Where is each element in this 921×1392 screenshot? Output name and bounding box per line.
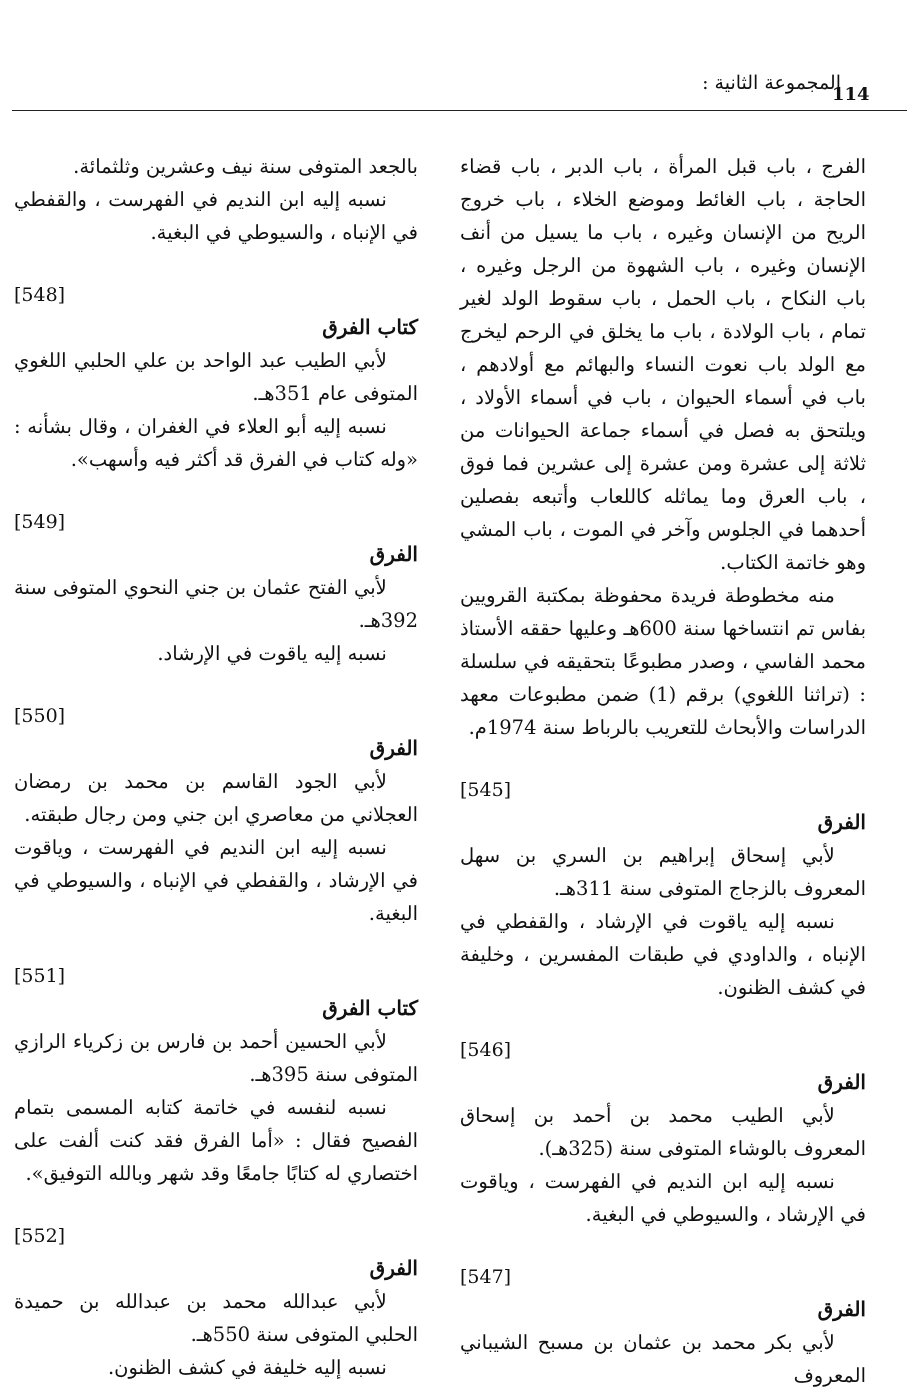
entry-title: كتاب الفرق <box>322 996 418 1020</box>
entry-546 <box>460 1034 866 1231</box>
entry-author: لأبي الحسين أحمد بن فارس بن زكرياء الرازي المتوفى سنة 395هـ. <box>14 1030 418 1086</box>
entry-title: الفرق <box>817 1297 866 1321</box>
entry-number: [550] <box>14 705 66 727</box>
entry-number: [545] <box>460 779 512 801</box>
entry-attribution: نسبه إليه ياقوت في الإرشاد ، والقفطي في الإنباه ، والداودي في طبقات المفسرين ، وخليفة في كشف الظنون. <box>460 910 866 999</box>
entry-author: لأبي الطيب عبد الواحد بن علي الحلبي اللغوي المتوفى عام 351هـ. <box>14 349 418 405</box>
manuscript-note: منه مخطوطة فريدة محفوظة بمكتبة القرويين بفاس تم انتساخها سنة 600هـ وعليها حققه الأستاذ محمد الفاسي ، وصدر مطبوعًا بتحقيقه في سلسلة : (تراثنا اللغوي) برقم (1) ضمن مطبوعات معهد الدراسات والأبحاث للتعريب بالرباط سنة 1974م. <box>460 584 866 739</box>
left-column <box>14 150 418 1384</box>
entry-547 <box>460 1261 866 1392</box>
entry-author: لأبي الفتح عثمان بن جني النحوي المتوفى سنة 392هـ. <box>14 576 418 632</box>
running-title: المجموعة الثانية : <box>702 72 841 94</box>
entry-548 <box>14 279 418 476</box>
entry-number: [548] <box>14 284 66 306</box>
entry-title: الفرق <box>369 1256 418 1280</box>
entry-author: لأبي الجود القاسم بن محمد بن رمضان العجلاني من معاصري ابن جني ومن رجال طبقته. <box>14 770 418 826</box>
entry-attribution: نسبه إليه ابن النديم في الفهرست ، وياقوت في الإرشاد ، والسيوطي في البغية. <box>460 1170 866 1226</box>
entry-551 <box>14 960 418 1190</box>
continuation-attribution: نسبه إليه ابن النديم في الفهرست ، والقفطي في الإنباه ، والسيوطي في البغية. <box>14 188 418 244</box>
entry-title: الفرق <box>817 1070 866 1094</box>
entry-title: الفرق <box>369 736 418 760</box>
header-rule <box>12 110 907 111</box>
entry-title: الفرق <box>817 810 866 834</box>
entry-545 <box>460 774 866 1004</box>
page-number: 114 <box>832 84 870 105</box>
entry-550 <box>14 700 418 930</box>
entry-author: لأبي الطيب محمد بن أحمد بن إسحاق المعروف بالوشاء المتوفى سنة (325هـ). <box>460 1104 866 1160</box>
entry-attribution: نسبه إليه ابن النديم في الفهرست ، وياقوت في الإرشاد ، والقفطي في الإنباه ، والسيوطي في البغية. <box>14 836 418 925</box>
entry-number: [547] <box>460 1266 512 1288</box>
continuation-text: الفرج ، باب قبل المرأة ، باب الدبر ، باب قضاء الحاجة ، باب الغائط وموضع الخلاء ، باب خروج الريح من الإنسان وغيره ، باب ما يسيل من أنف الإنسان وغيره ، باب الشهوة من الرجل وغيره ، باب النكاح ، باب الحمل ، باب سقوط الولد لغير تمام ، باب الولادة ، باب ما يخلق في الرحم ليخرج مع الولد باب نعوت النساء والبهائم مع أولادهم ، باب في أسماء الحيوان ، باب في أسماء الأولاد ، ويلتحق به فصل في أسماء جماعة الحيوانات من ثلاثة إلى عشرة ومن عشرة إلى عشرين فما فوق ، باب العرق وما يماثله كاللعاب وأتبعه بفصلين أحدهما في الجلوس وآخر في الموت ، باب المشي وهو خاتمة الكتاب. <box>460 155 866 574</box>
entry-attribution: نسبه إليه ياقوت في الإرشاد. <box>157 642 387 665</box>
entry-number: [546] <box>460 1039 512 1061</box>
entry-author: لأبي بكر محمد بن عثمان بن مسبح الشيباني المعروف <box>460 1331 866 1387</box>
entry-number: [551] <box>14 965 66 987</box>
entry-attribution: نسبه إليه أبو العلاء في الغفران ، وقال بشأنه : «وله كتاب في الفرق قد أكثر فيه وأسهب». <box>14 415 418 471</box>
entry-number: [549] <box>14 511 66 533</box>
entry-attribution: نسبه لنفسه في خاتمة كتابه المسمى بتمام الفصيح فقال : «أما الفرق فقد كنت ألفت على اختصاري له كتابًا جامعًا وقد شهر وبالله التوفيق». <box>14 1096 418 1185</box>
entry-attribution: نسبه إليه خليفة في كشف الظنون. <box>107 1356 387 1379</box>
entry-author: لأبي عبدالله محمد بن عبدالله بن حميدة الحلبي المتوفى سنة 550هـ. <box>14 1290 418 1346</box>
right-column <box>460 150 866 1392</box>
continuation-text: بالجعد المتوفى سنة نيف وعشرين وثلثمائة. <box>73 155 418 178</box>
entry-549 <box>14 506 418 670</box>
entry-title: الفرق <box>369 542 418 566</box>
entry-author: لأبي إسحاق إبراهيم بن السري بن سهل المعروف بالزجاج المتوفى سنة 311هـ. <box>460 844 866 900</box>
entry-number: [552] <box>14 1225 66 1247</box>
entry-552 <box>14 1220 418 1384</box>
entry-title: كتاب الفرق <box>322 315 418 339</box>
